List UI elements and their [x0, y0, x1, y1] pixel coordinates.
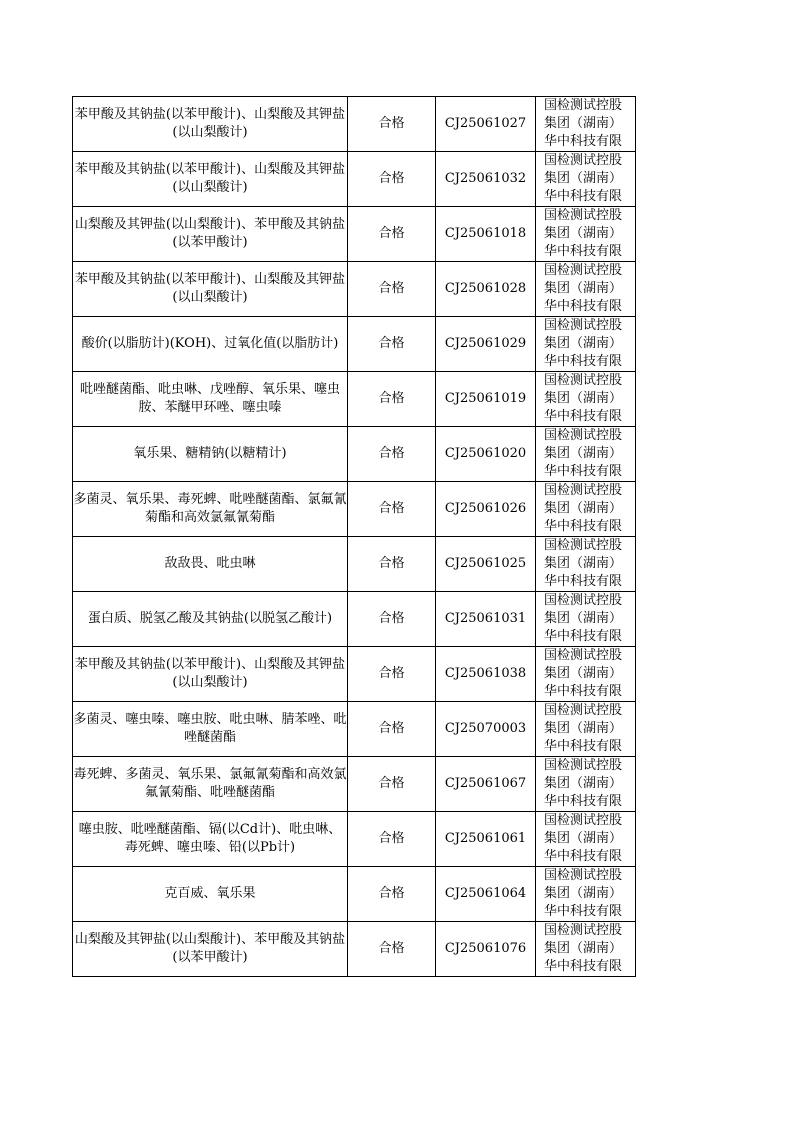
agency-line: 华中科技有限: [544, 739, 623, 754]
report-number-cell: CJ25061076: [436, 922, 536, 977]
agency-line: 华中科技有限: [544, 684, 623, 699]
testing-agency-cell: [536, 427, 636, 482]
agency-line: 国检测试控股: [544, 153, 623, 168]
agency-line: 集团（湖南）: [544, 281, 623, 296]
table-row: [73, 372, 636, 427]
report-number-cell: CJ25061029: [436, 317, 536, 372]
table-body: [73, 97, 636, 977]
agency-line: 华中科技有限: [544, 244, 623, 259]
test-items-cell: 噻虫胺、吡唑醚菌酯、镉(以Cd计)、吡虫啉、毒死蜱、噻虫嗪、铅(以Pb计): [73, 812, 348, 867]
result-cell: 合格: [348, 372, 436, 427]
table-row: [73, 647, 636, 702]
testing-agency-cell: [536, 207, 636, 262]
report-number-cell: CJ25061028: [436, 262, 536, 317]
agency-line: 集团（湖南）: [544, 446, 623, 461]
agency-line: 华中科技有限: [544, 904, 623, 919]
result-cell: 合格: [348, 317, 436, 372]
table-row: [73, 867, 636, 922]
agency-line: 华中科技有限: [544, 849, 623, 864]
test-items-cell: 敌敌畏、吡虫啉: [73, 537, 348, 592]
report-number-cell: CJ25061018: [436, 207, 536, 262]
agency-line: 集团（湖南）: [544, 721, 623, 736]
result-cell: 合格: [348, 482, 436, 537]
agency-line: 华中科技有限: [544, 189, 623, 204]
report-number-cell: CJ25061061: [436, 812, 536, 867]
agency-line: 华中科技有限: [544, 519, 623, 534]
agency-line: 国检测试控股: [544, 923, 623, 938]
test-items-cell: 多菌灵、噻虫嗪、噻虫胺、吡虫啉、腈苯唑、吡唑醚菌酯: [73, 702, 348, 757]
testing-agency-cell: [536, 97, 636, 152]
testing-agency-cell: [536, 317, 636, 372]
result-cell: 合格: [348, 97, 436, 152]
test-items-cell: 酸价(以脂肪计)(KOH)、过氧化值(以脂肪计): [73, 317, 348, 372]
agency-line: 国检测试控股: [544, 538, 623, 553]
test-items-cell: 山梨酸及其钾盐(以山梨酸计)、苯甲酸及其钠盐(以苯甲酸计): [73, 207, 348, 262]
test-items-cell: 苯甲酸及其钠盐(以苯甲酸计)、山梨酸及其钾盐(以山梨酸计): [73, 262, 348, 317]
agency-line: 华中科技有限: [544, 409, 623, 424]
agency-line: 华中科技有限: [544, 574, 623, 589]
result-cell: 合格: [348, 647, 436, 702]
table-row: [73, 592, 636, 647]
agency-line: 集团（湖南）: [544, 226, 623, 241]
table-row: [73, 537, 636, 592]
testing-agency-cell: [536, 372, 636, 427]
table-row: [73, 922, 636, 977]
testing-agency-cell: [536, 812, 636, 867]
report-number-cell: CJ25061067: [436, 757, 536, 812]
agency-line: 集团（湖南）: [544, 666, 623, 681]
testing-agency-cell: [536, 152, 636, 207]
agency-line: 国检测试控股: [544, 703, 623, 718]
agency-line: 集团（湖南）: [544, 831, 623, 846]
inspection-results-table: [72, 96, 636, 977]
test-items-cell: 苯甲酸及其钠盐(以苯甲酸计)、山梨酸及其钾盐(以山梨酸计): [73, 647, 348, 702]
testing-agency-cell: [536, 647, 636, 702]
table-row: [73, 702, 636, 757]
agency-line: 国检测试控股: [544, 428, 623, 443]
agency-line: 国检测试控股: [544, 868, 623, 883]
result-cell: 合格: [348, 592, 436, 647]
agency-line: 华中科技有限: [544, 299, 623, 314]
result-cell: 合格: [348, 537, 436, 592]
agency-line: 国检测试控股: [544, 98, 623, 113]
testing-agency-cell: [536, 262, 636, 317]
agency-line: 华中科技有限: [544, 354, 623, 369]
agency-line: 集团（湖南）: [544, 776, 623, 791]
test-items-cell: 吡唑醚菌酯、吡虫啉、戊唑醇、氧乐果、噻虫胺、苯醚甲环唑、噻虫嗪: [73, 372, 348, 427]
table-row: [73, 812, 636, 867]
report-number-cell: CJ25061038: [436, 647, 536, 702]
agency-line: 华中科技有限: [544, 794, 623, 809]
agency-line: 集团（湖南）: [544, 941, 623, 956]
test-items-cell: 氧乐果、糖精钠(以糖精计): [73, 427, 348, 482]
agency-line: 国检测试控股: [544, 373, 623, 388]
agency-line: 国检测试控股: [544, 813, 623, 828]
result-cell: 合格: [348, 922, 436, 977]
agency-line: 集团（湖南）: [544, 336, 623, 351]
testing-agency-cell: [536, 482, 636, 537]
agency-line: 集团（湖南）: [544, 116, 623, 131]
agency-line: 集团（湖南）: [544, 886, 623, 901]
agency-line: 集团（湖南）: [544, 501, 623, 516]
testing-agency-cell: [536, 702, 636, 757]
agency-line: 集团（湖南）: [544, 556, 623, 571]
testing-agency-cell: [536, 537, 636, 592]
report-number-cell: CJ25061020: [436, 427, 536, 482]
table-row: [73, 317, 636, 372]
table-row: [73, 262, 636, 317]
report-number-cell: CJ25061064: [436, 867, 536, 922]
agency-line: 华中科技有限: [544, 134, 623, 149]
test-items-cell: 山梨酸及其钾盐(以山梨酸计)、苯甲酸及其钠盐(以苯甲酸计): [73, 922, 348, 977]
test-items-cell: 克百威、氧乐果: [73, 867, 348, 922]
table-row: [73, 757, 636, 812]
testing-agency-cell: [536, 592, 636, 647]
agency-line: 国检测试控股: [544, 208, 623, 223]
test-items-cell: 苯甲酸及其钠盐(以苯甲酸计)、山梨酸及其钾盐(以山梨酸计): [73, 97, 348, 152]
report-number-cell: CJ25061025: [436, 537, 536, 592]
result-cell: 合格: [348, 262, 436, 317]
result-cell: 合格: [348, 152, 436, 207]
test-items-cell: 毒死蜱、多菌灵、氧乐果、氯氟氰菊酯和高效氯氟氰菊酯、吡唑醚菌酯: [73, 757, 348, 812]
agency-line: 华中科技有限: [544, 959, 623, 974]
table-row: [73, 97, 636, 152]
agency-line: 国检测试控股: [544, 318, 623, 333]
report-number-cell: CJ25070003: [436, 702, 536, 757]
result-cell: 合格: [348, 702, 436, 757]
result-cell: 合格: [348, 207, 436, 262]
report-number-cell: CJ25061019: [436, 372, 536, 427]
agency-line: 集团（湖南）: [544, 611, 623, 626]
table-row: [73, 152, 636, 207]
report-number-cell: CJ25061027: [436, 97, 536, 152]
agency-line: 国检测试控股: [544, 483, 623, 498]
agency-line: 华中科技有限: [544, 464, 623, 479]
agency-line: 国检测试控股: [544, 758, 623, 773]
agency-line: 国检测试控股: [544, 263, 623, 278]
result-cell: 合格: [348, 427, 436, 482]
agency-line: 集团（湖南）: [544, 391, 623, 406]
result-cell: 合格: [348, 812, 436, 867]
testing-agency-cell: [536, 757, 636, 812]
result-cell: 合格: [348, 757, 436, 812]
agency-line: 华中科技有限: [544, 629, 623, 644]
test-items-cell: 苯甲酸及其钠盐(以苯甲酸计)、山梨酸及其钾盐(以山梨酸计): [73, 152, 348, 207]
agency-line: 集团（湖南）: [544, 171, 623, 186]
table-row: [73, 207, 636, 262]
report-number-cell: CJ25061031: [436, 592, 536, 647]
testing-agency-cell: [536, 867, 636, 922]
table-row: [73, 482, 636, 537]
report-number-cell: CJ25061026: [436, 482, 536, 537]
testing-agency-cell: [536, 922, 636, 977]
test-items-cell: 蛋白质、脱氢乙酸及其钠盐(以脱氢乙酸计): [73, 592, 348, 647]
test-items-cell: 多菌灵、氧乐果、毒死蜱、吡唑醚菌酯、氯氟氰菊酯和高效氯氟氰菊酯: [73, 482, 348, 537]
agency-line: 国检测试控股: [544, 593, 623, 608]
result-cell: 合格: [348, 867, 436, 922]
table-row: [73, 427, 636, 482]
report-number-cell: CJ25061032: [436, 152, 536, 207]
agency-line: 国检测试控股: [544, 648, 623, 663]
